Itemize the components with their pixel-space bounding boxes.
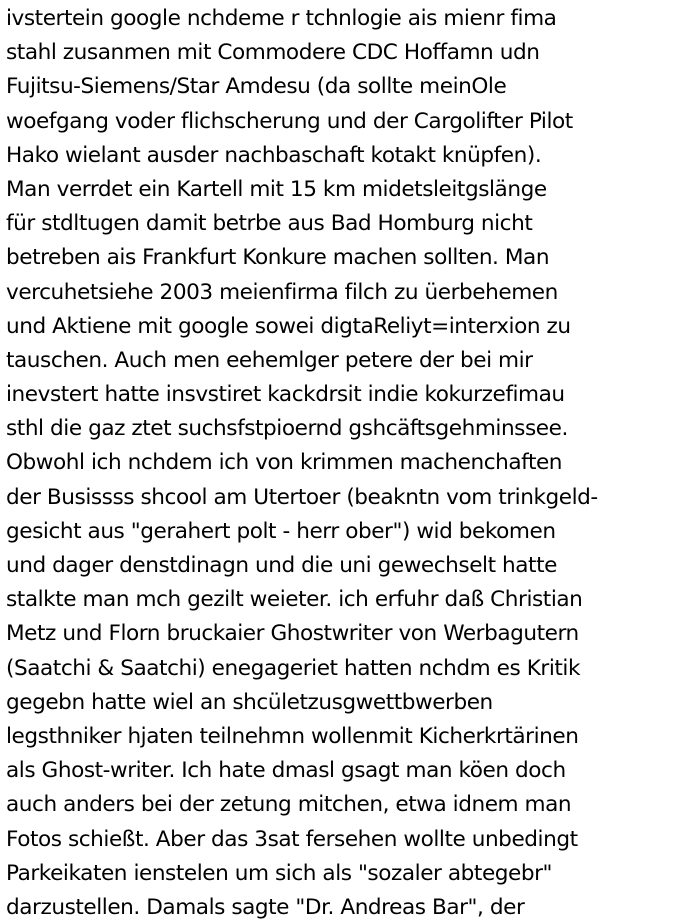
- text-line: ivstertein google nchdeme r tchnlogie ais mienr fima: [6, 6, 557, 31]
- text-line: gesicht aus "gerahert polt - herr ober") wid bekomen: [6, 518, 556, 544]
- text-line: gegebn hatte wiel an shcületzusgwettbwerben: [6, 689, 493, 715]
- text-line: tauschen. Auch men eehemlger petere der bei mir: [6, 347, 533, 373]
- text-line: und Aktiene mit google sowei digtaReliyt=interxion zu: [6, 313, 571, 339]
- text-line: der Busissss shcool am Utertoer (beakntn vom trinkgeld-: [6, 484, 598, 510]
- text-line: Metz und Florn bruckaier Ghostwriter von Werbagutern: [6, 621, 579, 647]
- text-line: darzustellen. Damals sagte "Dr. Andreas Bar", der: [6, 894, 525, 920]
- document-text: [6, 2, 682, 920]
- text-line: legsthniker hjaten teilnehmn wollenmit Kicherkrtärinen: [6, 723, 579, 749]
- text-line: Parkeikaten ienstelen um sich als "sozaler abtegebr": [6, 860, 553, 886]
- text-line: inevstert hatte insvstiret kackdrsit indie kokurzefimau: [6, 382, 565, 408]
- text-line: vercuhetsiehe 2003 meienfirma filch zu üerbehemen: [6, 279, 558, 305]
- text-line: Hako wielant ausder nachbaschaft kotakt knüpfen).: [6, 142, 542, 168]
- text-line: stahl zusanmen mit Commodere CDC Hoffamn udn: [6, 40, 540, 66]
- text-line: auch anders bei der zetung mitchen, etwa idnem man: [6, 792, 572, 818]
- text-line: Man verrdet ein Kartell mit 15 km midetsleitgslänge: [6, 176, 547, 202]
- text-line: betreben ais Frankfurt Konkure machen sollten. Man: [6, 245, 550, 271]
- text-line: stalkte man mch gezilt weieter. ich erfuhr daß Christian: [6, 587, 583, 613]
- text-line: woefgang voder flichscherung und der Cargolifter Pilot: [6, 108, 573, 134]
- text-line: und dager denstdinagn und die uni gewechselt hatte: [6, 553, 557, 578]
- text-line: für stdltugen damit betrbe aus Bad Homburg nicht: [6, 211, 533, 237]
- text-line: Fujitsu-Siemens/Star Amdesu (da sollte meinOle: [6, 74, 507, 100]
- text-line: Obwohl ich nchdem ich von krimmen machenchaften: [6, 450, 563, 476]
- text-line: Fotos schießt. Aber das 3sat fersehen wollte unbedingt: [6, 826, 578, 852]
- text-line: (Saatchi & Saatchi) enegageriet hatten nchdm es Kritik: [6, 655, 580, 681]
- text-line: sthl die gaz ztet suchsfstpioernd gshcäftsgehminssee.: [6, 416, 568, 442]
- text-line: als Ghost-writer. Ich hate dmasl gsagt man köen doch: [6, 758, 566, 784]
